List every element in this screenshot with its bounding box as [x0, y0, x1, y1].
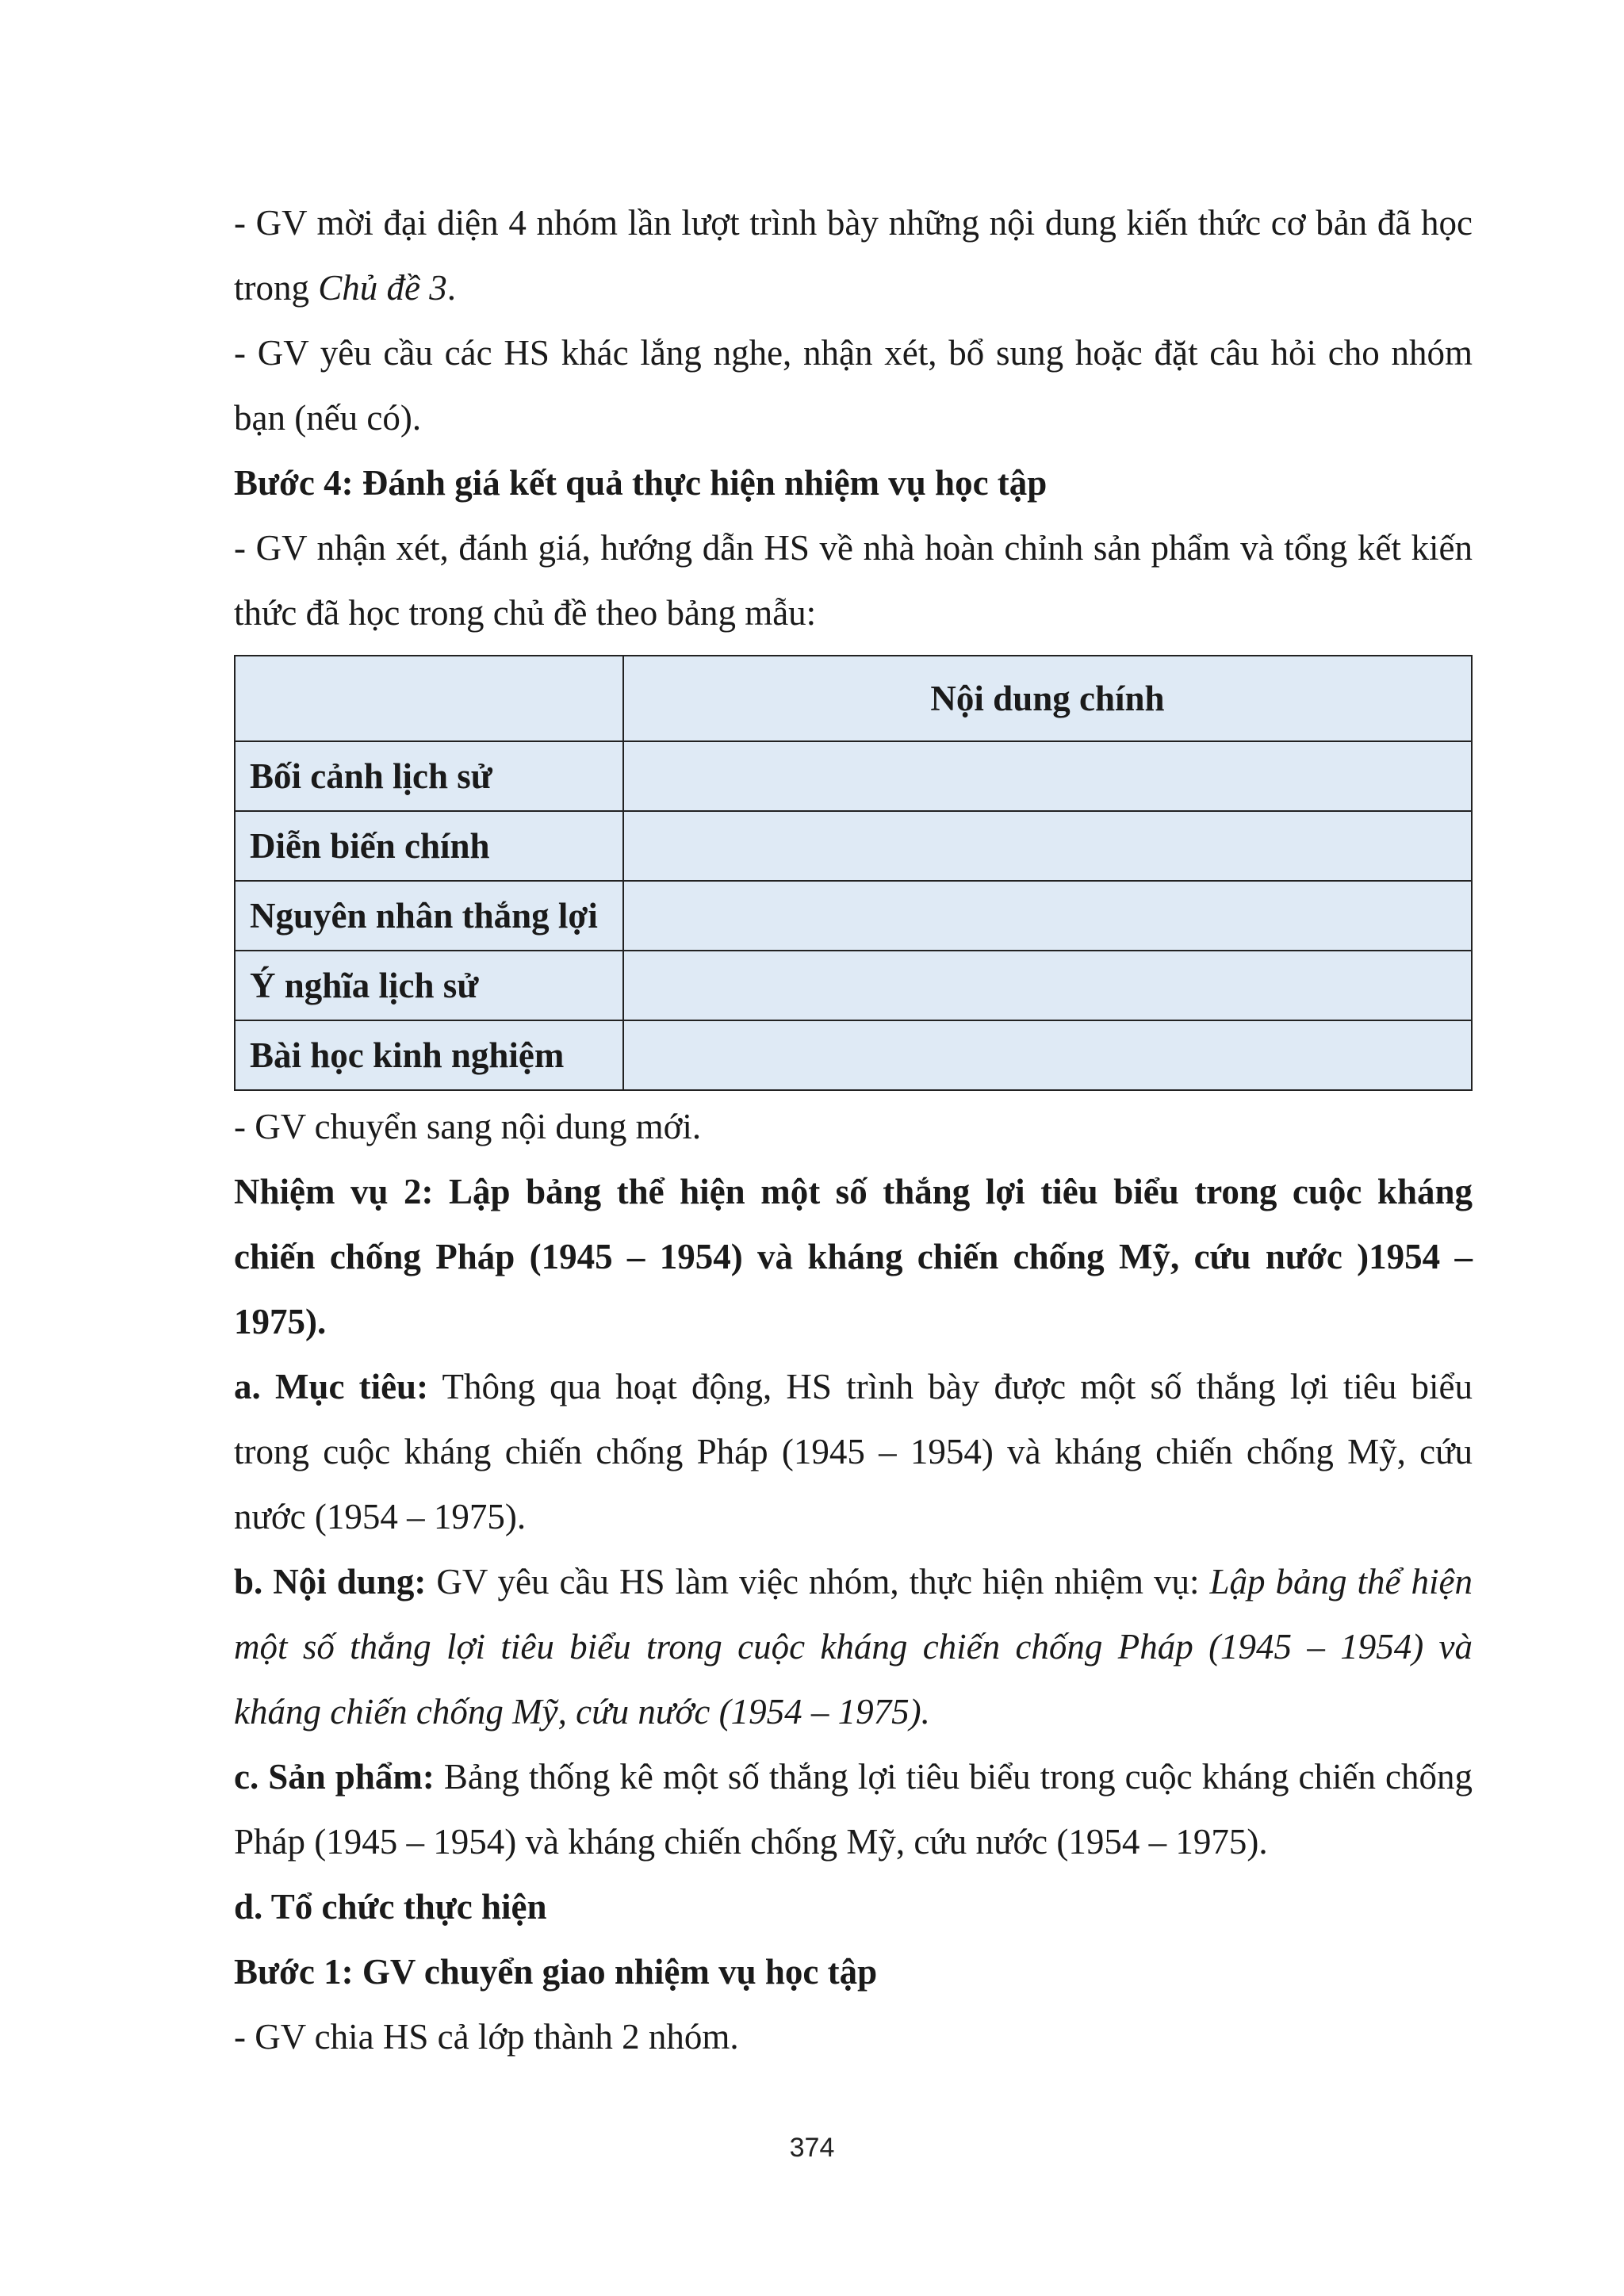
table-header-cell	[235, 656, 623, 741]
product-line: Pháp (1945 – 1954) và kháng chiến chống Mỹ, cứu nước (1954 – 1975).	[234, 1822, 1268, 1862]
paragraph-line: thức đã học trong chủ đề theo bảng mẫu:	[234, 593, 817, 633]
table-cell-empty	[623, 811, 1472, 881]
table-row-label: Ý nghĩa lịch sử	[235, 951, 623, 1020]
step1-line: - GV chia HS cả lớp thành 2 nhóm.	[234, 2017, 739, 2057]
table-header-row	[235, 656, 1472, 741]
product-line	[234, 1744, 1473, 1809]
task-description: một số thắng lợi tiêu biểu trong cuộc kháng chiến chống Pháp (1945 – 1954) và	[234, 1627, 1473, 1667]
table-cell-empty	[623, 1020, 1472, 1090]
table-row-label: Bài học kinh nghiệm	[235, 1020, 623, 1090]
objective-line	[234, 1354, 1473, 1419]
content-label: b. Nội dung:	[234, 1562, 427, 1601]
step4-heading: Bước 4: Đánh giá kết quả thực hiện nhiệm vụ học tập	[234, 463, 1048, 503]
transition-line: - GV chuyển sang nội dung mới.	[234, 1107, 702, 1146]
table-header-cell: Nội dung chính	[623, 656, 1472, 741]
text-run: Thông qua hoạt động, HS trình bày được một số thắng lợi tiêu biểu	[428, 1367, 1473, 1406]
table-row	[235, 881, 1472, 951]
paragraph-line: bạn (nếu có).	[234, 398, 422, 438]
paragraph-line	[234, 255, 1473, 320]
text-run: trong	[234, 268, 319, 308]
text-run: GV yêu cầu HS làm việc nhóm, thực hiện nhiệm vụ:	[426, 1562, 1210, 1601]
document-body	[234, 190, 1473, 2069]
table-row	[235, 951, 1472, 1020]
table-cell-empty	[623, 881, 1472, 951]
product-label: c. Sản phẩm:	[234, 1757, 435, 1797]
paragraph-line: - GV yêu cầu các HS khác lắng nghe, nhận xét, bổ sung hoặc đặt câu hỏi cho nhóm	[234, 333, 1473, 373]
summary-table	[234, 655, 1473, 1091]
table-row-label: Nguyên nhân thắng lợi	[235, 881, 623, 951]
text-run: .	[446, 268, 456, 308]
objective-line: trong cuộc kháng chiến chống Pháp (1945 – 1954) và kháng chiến chống Mỹ, cứu	[234, 1432, 1473, 1471]
objective-label: a. Mục tiêu:	[234, 1367, 429, 1406]
objective-line: nước (1954 – 1975).	[234, 1497, 527, 1536]
content-line	[234, 1549, 1473, 1614]
task2-heading: Nhiệm vụ 2: Lập bảng thể hiện một số thắng lợi tiêu biểu trong cuộc kháng	[234, 1172, 1473, 1211]
table-row-label: Bối cảnh lịch sử	[235, 741, 623, 811]
task-description: kháng chiến chống Mỹ, cứu nước (1954 – 1975).	[234, 1692, 930, 1732]
table-row-label: Diễn biến chính	[235, 811, 623, 881]
paragraph-line: - GV nhận xét, đánh giá, hướng dẫn HS về nhà hoàn chỉnh sản phẩm và tổng kết kiến	[234, 528, 1473, 568]
table-row	[235, 1020, 1472, 1090]
topic-reference: Chủ đề 3	[318, 268, 447, 308]
table-row	[235, 811, 1472, 881]
step1-heading: Bước 1: GV chuyển giao nhiệm vụ học tập	[234, 1952, 878, 1992]
table-cell-empty	[623, 741, 1472, 811]
task2-heading: 1975).	[234, 1302, 327, 1341]
paragraph-line: - GV mời đại diện 4 nhóm lần lượt trình bày những nội dung kiến thức cơ bản đã học	[234, 203, 1473, 243]
task-description: Lập bảng thể hiện	[1209, 1562, 1473, 1601]
text-run: Bảng thống kê một số thắng lợi tiêu biểu trong cuộc kháng chiến chống	[434, 1757, 1473, 1797]
table-row	[235, 741, 1472, 811]
table-cell-empty	[623, 951, 1472, 1020]
page-number: 374	[789, 2133, 835, 2163]
organize-heading: d. Tổ chức thực hiện	[234, 1887, 547, 1927]
task2-heading: chiến chống Pháp (1945 – 1954) và kháng chiến chống Mỹ, cứu nước )1954 –	[234, 1237, 1473, 1276]
